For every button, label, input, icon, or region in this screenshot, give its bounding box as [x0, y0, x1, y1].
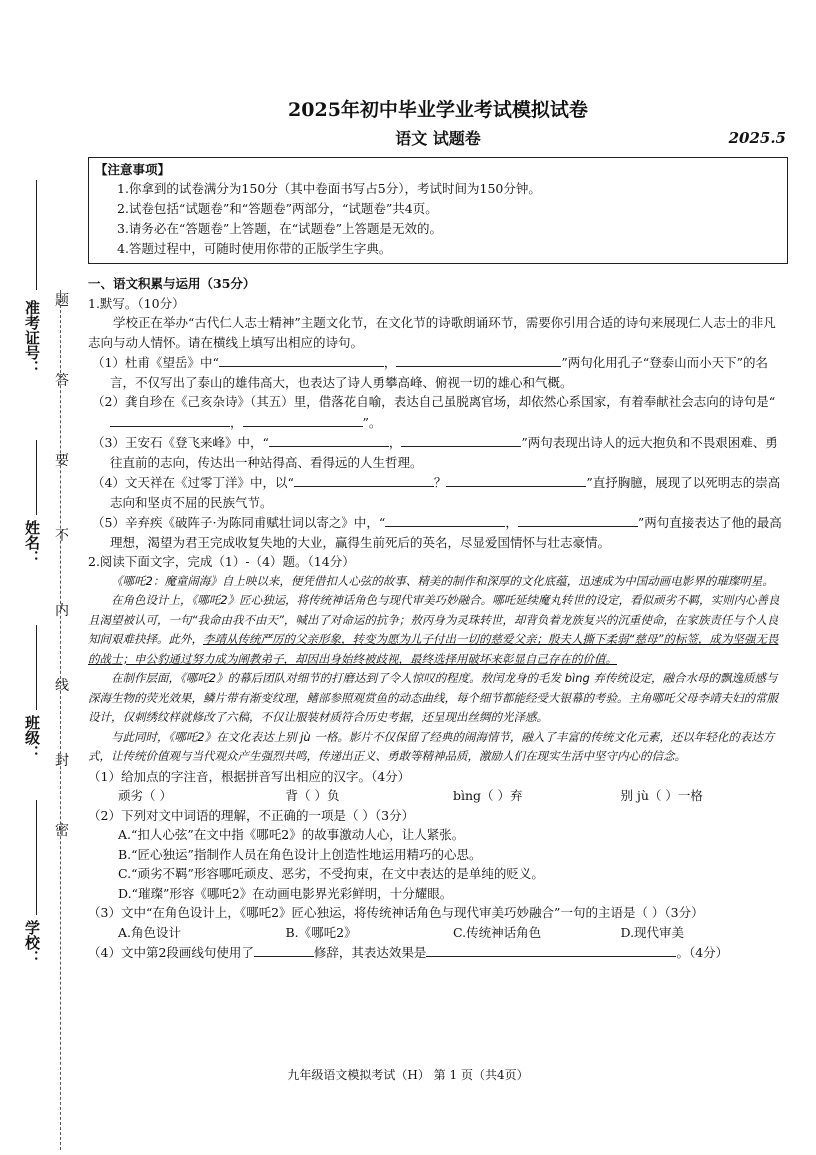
section-title: 一、语文积累与运用（35分） — [88, 276, 256, 291]
seal-char-6: 线 — [55, 678, 69, 694]
q1-item-2 — [88, 392, 788, 432]
q1-item-5 — [88, 512, 788, 552]
answer-blank[interactable] — [110, 412, 230, 427]
q2-2-option[interactable]: D.“璀璨”形容《哪吒2》在动画电影界光彩鲜明，十分耀眼。 — [118, 885, 453, 901]
answer-blank[interactable] — [446, 472, 586, 487]
pinyin-row — [88, 786, 788, 806]
q2-3-stem: （3）文中“在角色设计上，《哪吒2》匠心独运，将传统神话角色与现代审美巧妙融合”一句的主语是（ ）（3分） — [88, 905, 704, 920]
exam-content — [88, 95, 788, 963]
q1-4-text: （4）文天祥在《过零丁洋》中，以“ — [92, 475, 294, 490]
underlined-sentence: 李靖从传统严厉的父亲形象，转变为愿为儿子付出一切的慈爱父亲；殷夫人撕下柔弱“慈母”的标签，成为坚强无畏的战士；申公豹通过努力成为阐教弟子，却因出身始终被歧视，最终选择用破坏来彰显自己存在的价值。 — [88, 632, 779, 666]
article-paragraph-4: 与此同时，《哪吒2》在文化表达上别 jù 一格。影片不仅保留了经典的闹海情节，融入了丰富的传统文化元素，还以年轻化的表达方式，让传统价值观与当代观众产生强烈共鸣，传递出正义、勇敢等精神品质，激励人们在现实生活中坚守内心的信念。 — [88, 729, 775, 763]
notice-title: 【注意事项】 — [95, 161, 171, 177]
exam-title: 2025年初中毕业学业考试模拟试卷 — [288, 99, 588, 121]
q2-1-stem: （1）给加点的字注音，根据拼音写出相应的汉字。（4分） — [88, 768, 411, 784]
comma: ， — [388, 435, 402, 450]
q2-3-option[interactable]: B.《哪吒2》 — [285, 924, 357, 940]
q2-4-text: 。（4分） — [676, 945, 729, 960]
seal-char-7: 封 — [55, 753, 69, 769]
school-line — [36, 800, 37, 915]
notice-item: 4.答题过程中，可随时使用你带的正版学生字典。 — [117, 241, 392, 256]
answer-blank[interactable] — [219, 352, 384, 367]
seal-char-8: 密 — [55, 823, 69, 839]
q1-2-text: ”。 — [362, 414, 382, 430]
question-mark: ？ — [433, 475, 447, 490]
seal-char-3: 要 — [55, 453, 69, 469]
q1-5-text: ”两句直接表达了他的最高理想，渴望为君王完成收复失地的大业，赢得生前死后的英名，尽显爱国情怀与壮志豪情。 — [110, 515, 782, 550]
q1-5-text: （5）辛弃疾《破阵子·为陈同甫赋壮词以寄之》中，“ — [92, 515, 386, 530]
answer-blank[interactable] — [254, 942, 314, 957]
q2-4-stem — [88, 942, 788, 963]
notice-item: 1.你拿到的试卷满分为150分（其中卷面书写占5分），考试时间为150分钟。 — [117, 181, 541, 196]
exam-number-line — [36, 180, 37, 290]
q1-intro: 学校正在举办“古代仁人志士精神”主题文化节，在文化节的诗歌朗诵环节，需要你引用合适的诗句来展现仁人志士的非凡志向与动人情怀。请在横线上填写出相应的诗句。 — [88, 315, 776, 350]
answer-blank[interactable] — [385, 512, 505, 527]
q2-2-option[interactable]: C.“顽劣不羁”形容哪吒顽皮、恶劣，不受拘束，在文中表达的是单纯的贬义。 — [118, 866, 544, 881]
answer-blank[interactable] — [518, 512, 638, 527]
answer-blank[interactable] — [243, 412, 363, 427]
article-paragraph-2 — [88, 591, 788, 669]
seal-char-2: 答 — [55, 373, 69, 389]
q1-item-4 — [88, 472, 788, 512]
exam-number-label: 准考证号： — [23, 300, 41, 375]
answer-blank[interactable] — [269, 432, 389, 447]
subtitle-row — [88, 129, 788, 149]
exam-date: 2025.5 — [728, 129, 786, 147]
q2-3-options — [88, 923, 788, 943]
q1-title: 1.默写。（10分） — [88, 295, 185, 311]
q2-4-text: （4）文中第2段画线句使用了 — [88, 945, 254, 960]
notice-box — [88, 157, 788, 265]
name-label: 姓名： — [23, 520, 41, 565]
q2-4-text: 修辞，其表达效果是 — [313, 945, 427, 960]
comma: ， — [230, 414, 243, 430]
answer-blank[interactable] — [426, 942, 676, 957]
seal-char-4: 不 — [55, 528, 69, 544]
pinyin-item[interactable]: 背（ ）负 — [285, 788, 340, 803]
q2-3-option[interactable]: C.传统神话角色 — [453, 924, 542, 940]
seal-char-1: 题 — [55, 293, 69, 309]
article-text: 在角色设计上，《哪吒2》匠心独运，将传统神话角色与现代审美巧妙融合。哪吒延续魔丸转世的设定，看似顽劣不羁，实则内心善良且渴望被认可，一句“我命由我不由天”，喊出了对命运的抗争；敖丙身为灵珠转世，却背负着龙族复兴的沉重使命，在家族责任与个人良知间艰难抉择。此外， — [88, 593, 780, 646]
q2-3-option[interactable]: A.角色设计 — [118, 924, 182, 940]
answer-blank[interactable] — [294, 472, 434, 487]
q1-1-text: ”两句化用孔子“登泰山而小天下”的名言，不仅写出了泰山的雄伟高大，也表达了诗人勇攀高峰、俯视一切的雄心和气概。 — [110, 355, 769, 390]
notice-item: 3.请务必在“答题卷”上答题，在“试题卷”上答题是无效的。 — [117, 221, 442, 236]
binding-strip — [0, 140, 80, 1150]
class-label: 班级： — [23, 715, 41, 760]
q2-2-option[interactable]: B.“匠心独运”指制作人员在角色设计上创造性地运用精巧的心思。 — [118, 846, 482, 862]
q1-item-1 — [88, 352, 788, 392]
seal-dashed-line — [60, 290, 61, 1150]
q2-3-option[interactable]: D.现代审美 — [620, 924, 685, 940]
q1-1-text: （1）杜甫《望岳》中“ — [92, 355, 219, 370]
comma: ， — [383, 355, 397, 370]
answer-blank[interactable] — [401, 432, 521, 447]
q1-3-text: （3）王安石《登飞来峰》中，“ — [92, 435, 269, 450]
school-label: 学校： — [23, 920, 41, 965]
pinyin-item[interactable]: bìng（ ）弃 — [453, 788, 523, 803]
comma: ， — [505, 515, 518, 530]
name-line — [36, 440, 37, 515]
q1-3-text: ”两句表现出诗人的远大抱负和不畏艰困难、勇往直前的志向，传达出一种站得高、看得远的人生哲理。 — [110, 435, 778, 470]
seal-char-5: 内 — [55, 603, 69, 619]
q1-2-text: （2）龚自珍在《己亥杂诗》（其五）里，借落花自喻，表达自己虽脱离官场，却依然心系国家，有着奉献社会志向的诗句是“ — [92, 394, 776, 409]
pinyin-item[interactable]: 别 jù（ ）一格 — [620, 788, 703, 803]
q2-2-stem: （2）下列对文中词语的理解，不正确的一项是（ ）（3分） — [88, 807, 415, 823]
page-footer: 九年级语文模拟考试（H） 第 1 页（共4页） — [287, 1068, 529, 1082]
class-line — [36, 625, 37, 710]
q2-title: 2.阅读下面文字，完成（1）-（4）题。（14分） — [88, 554, 355, 569]
q1-item-3 — [88, 432, 788, 472]
exam-subtitle: 语文 试题卷 — [395, 129, 481, 148]
q2-2-option[interactable]: A.“扣人心弦”在文中指《哪吒2》的故事激动人心，让人紧张。 — [118, 827, 465, 842]
article-paragraph-1: 《哪吒2：魔童闹海》自上映以来，便凭借扣人心弦的故事、精美的制作和深厚的文化底蕴，迅速成为中国动画电影界的璀璨明星。 — [111, 573, 774, 588]
notice-item: 2.试卷包括“试题卷”和“答题卷”两部分，“试题卷”共4页。 — [117, 201, 438, 216]
q1-4-text: ”直抒胸臆，展现了以死明志的崇高志向和坚贞不屈的民族气节。 — [110, 475, 781, 510]
article-paragraph-3: 在制作层面，《哪吒2》的幕后团队对细节的打磨达到了令人惊叹的程度。敖闰龙身的毛发 bìng 弃传统设定，融合水母的飘逸质感与深海生物的荧光效果，鳞片带有渐变纹理，鳍部参照观赏鱼的动态曲线，每个细节都能经受大银幕的考验。主角哪吒父母李靖夫妇的常服设计，仅刺绣纹样就修改了六稿，不仅让服装材质符合历史考据，还呈现出丝绸的光泽感。 — [88, 671, 778, 724]
pinyin-item[interactable]: 顽劣（ ） — [118, 788, 172, 803]
answer-blank[interactable] — [396, 352, 561, 367]
